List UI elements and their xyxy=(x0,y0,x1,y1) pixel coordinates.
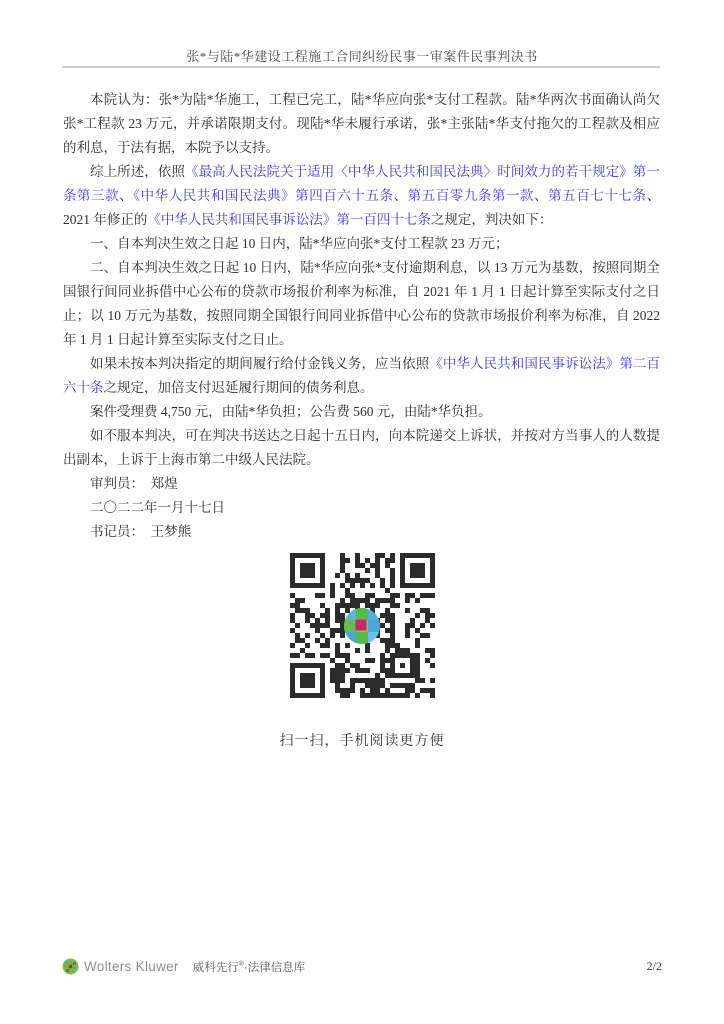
text-run: 案件受理费 4,750 元，由陆*华负担；公告费 560 元，由陆*华负担。 xyxy=(90,404,492,419)
text-run: 、2021 年修正的 xyxy=(63,188,661,227)
page-number: 2/2 xyxy=(646,959,662,973)
brand-name: Wolters Kluwer xyxy=(84,959,179,974)
product-suffix: 法律信息库 xyxy=(247,961,306,974)
paragraph-judge-signature xyxy=(63,472,660,496)
text-run: 如不服本判决，可在判决书送达之日起十五日内，向本院递交上诉状，并按对方当事人的人数提出副本，上诉于上海市第二中级人民法院。 xyxy=(63,428,660,467)
paragraph-judgment-item-1 xyxy=(63,232,660,256)
wolters-kluwer-qr-logo-icon xyxy=(343,607,381,645)
statute-link[interactable]: 第五百零九条第一款 xyxy=(407,188,535,203)
paragraph-late-performance-interest xyxy=(63,352,660,400)
paragraph-court-fees xyxy=(63,400,660,424)
wolters-kluwer-logo-icon xyxy=(62,958,79,975)
text-run: 、 xyxy=(393,188,408,203)
text-run: 一、自本判决生效之日起 10 日内，陆*华应向张*支付工程款 23 万元； xyxy=(90,236,509,251)
product-name xyxy=(193,959,306,975)
text-run: 本院认为：张*为陆*华施工，工程已完工，陆*华应向张*支付工程款。陆*华两次书面确认尚欠张*工程款 23 万元，并承诺限期支付。现陆*华未履行承诺，张*主张陆*华支付拖欠的工程款及相应的利息，于法有据，本院予以支持。 xyxy=(63,92,660,155)
paragraph-court-opinion xyxy=(63,88,660,160)
qr-code xyxy=(288,551,437,700)
document-title: 张*与陆*华建设工程施工合同纠纷民事一审案件民事判决书 xyxy=(186,49,538,64)
brand-group xyxy=(62,958,305,975)
text-run: 书记员： 王梦熊 xyxy=(90,524,192,539)
product-name-cn: 威科先行 xyxy=(192,961,239,974)
text-run: 、 xyxy=(534,188,549,203)
paragraph-judgment-date xyxy=(63,496,660,520)
paragraph-clerk-signature xyxy=(63,520,660,544)
text-run: 审判员： 郑煌 xyxy=(90,476,178,491)
text-run: 、 xyxy=(119,188,134,203)
paragraph-appeal-notice xyxy=(63,424,660,472)
text-run: 二、自本判决生效之日起 10 日内，陆*华应向张*支付逾期利息，以 13 万元为基数，按照同期全国银行间同业拆借中心公布的贷款市场报价利率为标准，自 2021 年 1 月 1 日起计算至实际支付之日止；以 10 万元为基数，按照同期全国银行间同业拆借中心公布的贷款市场报价利率为标准，自 2022 年 1 月 1 日起计算至实际支付之日止。 xyxy=(63,260,660,347)
registered-mark: ® xyxy=(238,960,244,968)
text-run: 之规定，判决如下： xyxy=(430,212,553,227)
text-run: 之规定，加倍支付迟延履行期间的债务利息。 xyxy=(103,380,374,395)
judgment-body xyxy=(63,88,660,544)
paragraph-judgment-item-2 xyxy=(63,256,660,352)
text-run: 二〇二二年一月十七日 xyxy=(90,500,225,515)
product-separator: · xyxy=(243,961,248,974)
text-run: 综上所述，依照 xyxy=(90,164,186,179)
statute-link[interactable]: 第五百七十七条 xyxy=(548,188,647,203)
statute-link[interactable]: 《中华人民共和国民事诉讼法》第二百六十条 xyxy=(63,356,661,395)
paragraph-legal-basis xyxy=(63,160,660,232)
qr-caption: 扫一扫，手机阅读更方便 xyxy=(279,734,445,749)
statute-link[interactable]: 《中华人民共和国民事诉讼法》第一百四十七条 xyxy=(147,212,431,227)
statute-link[interactable]: 《最高人民法院关于适用〈中华人民共和国民法典〉时间效力的若干规定》第一条第三款 xyxy=(63,164,661,203)
qr-section xyxy=(0,551,724,750)
header-divider xyxy=(62,66,660,68)
statute-link[interactable]: 《中华人民共和国民法典》第四百六十五条 xyxy=(133,188,394,203)
page-footer xyxy=(62,958,662,975)
text-run: 如果未按本判决指定的期间履行给付金钱义务，应当依照 xyxy=(90,356,430,371)
